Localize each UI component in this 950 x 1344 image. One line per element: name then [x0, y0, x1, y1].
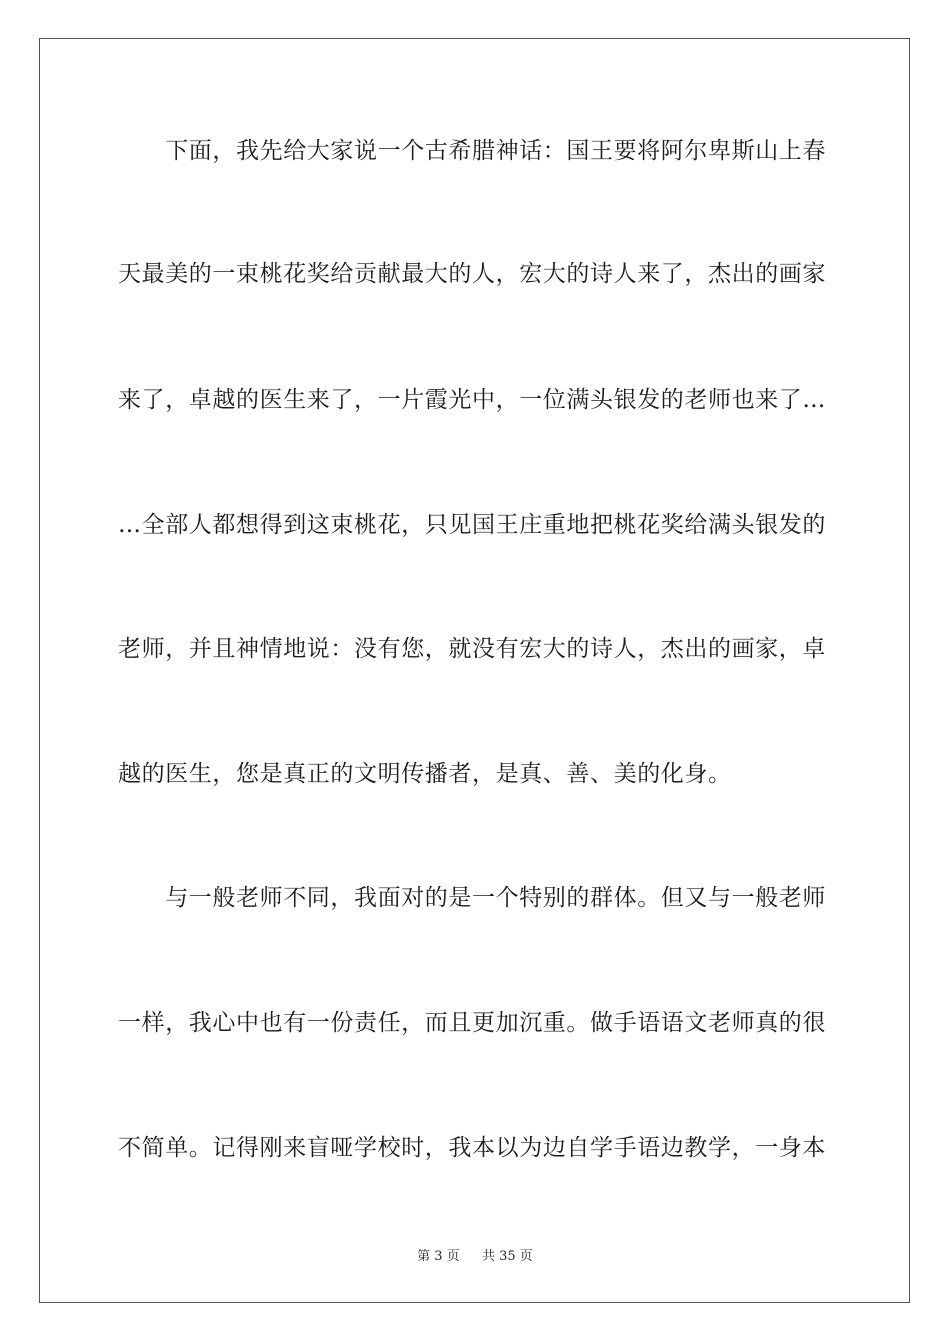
text-line: 一样，我心中也有一份责任，而且更加沉重。做手语语文老师真的很 [118, 1010, 826, 1036]
page-border [39, 38, 910, 1303]
page-footer [0, 1248, 950, 1266]
text-line: …全部人都想得到这束桃花，只见国王庄重地把桃花奖给满头银发的 [118, 512, 826, 538]
text-line: 下面，我先给大家说一个古希腊神话：国王要将阿尔卑斯山上春 [118, 138, 826, 164]
text-line: 不简单。记得刚来盲哑学校时，我本以为边自学手语边教学，一身本 [118, 1135, 826, 1161]
text-line: 老师，并且神情地说：没有您，就没有宏大的诗人，杰出的画家，卓 [118, 636, 826, 662]
text-line: 来了，卓越的医生来了，一片霞光中，一位满头银发的老师也来了… [118, 387, 826, 413]
text-line: 越的医生，您是真正的文明传播者，是真、善、美的化身。 [118, 761, 732, 787]
page-number: 第 3 页 [417, 1249, 460, 1264]
page-total: 共 35 页 [482, 1249, 533, 1264]
text-line: 与一般老师不同，我面对的是一个特别的群体。但又与一般老师 [118, 885, 826, 911]
text-line: 天最美的一束桃花奖给贡献最大的人，宏大的诗人来了，杰出的画家 [118, 261, 826, 287]
